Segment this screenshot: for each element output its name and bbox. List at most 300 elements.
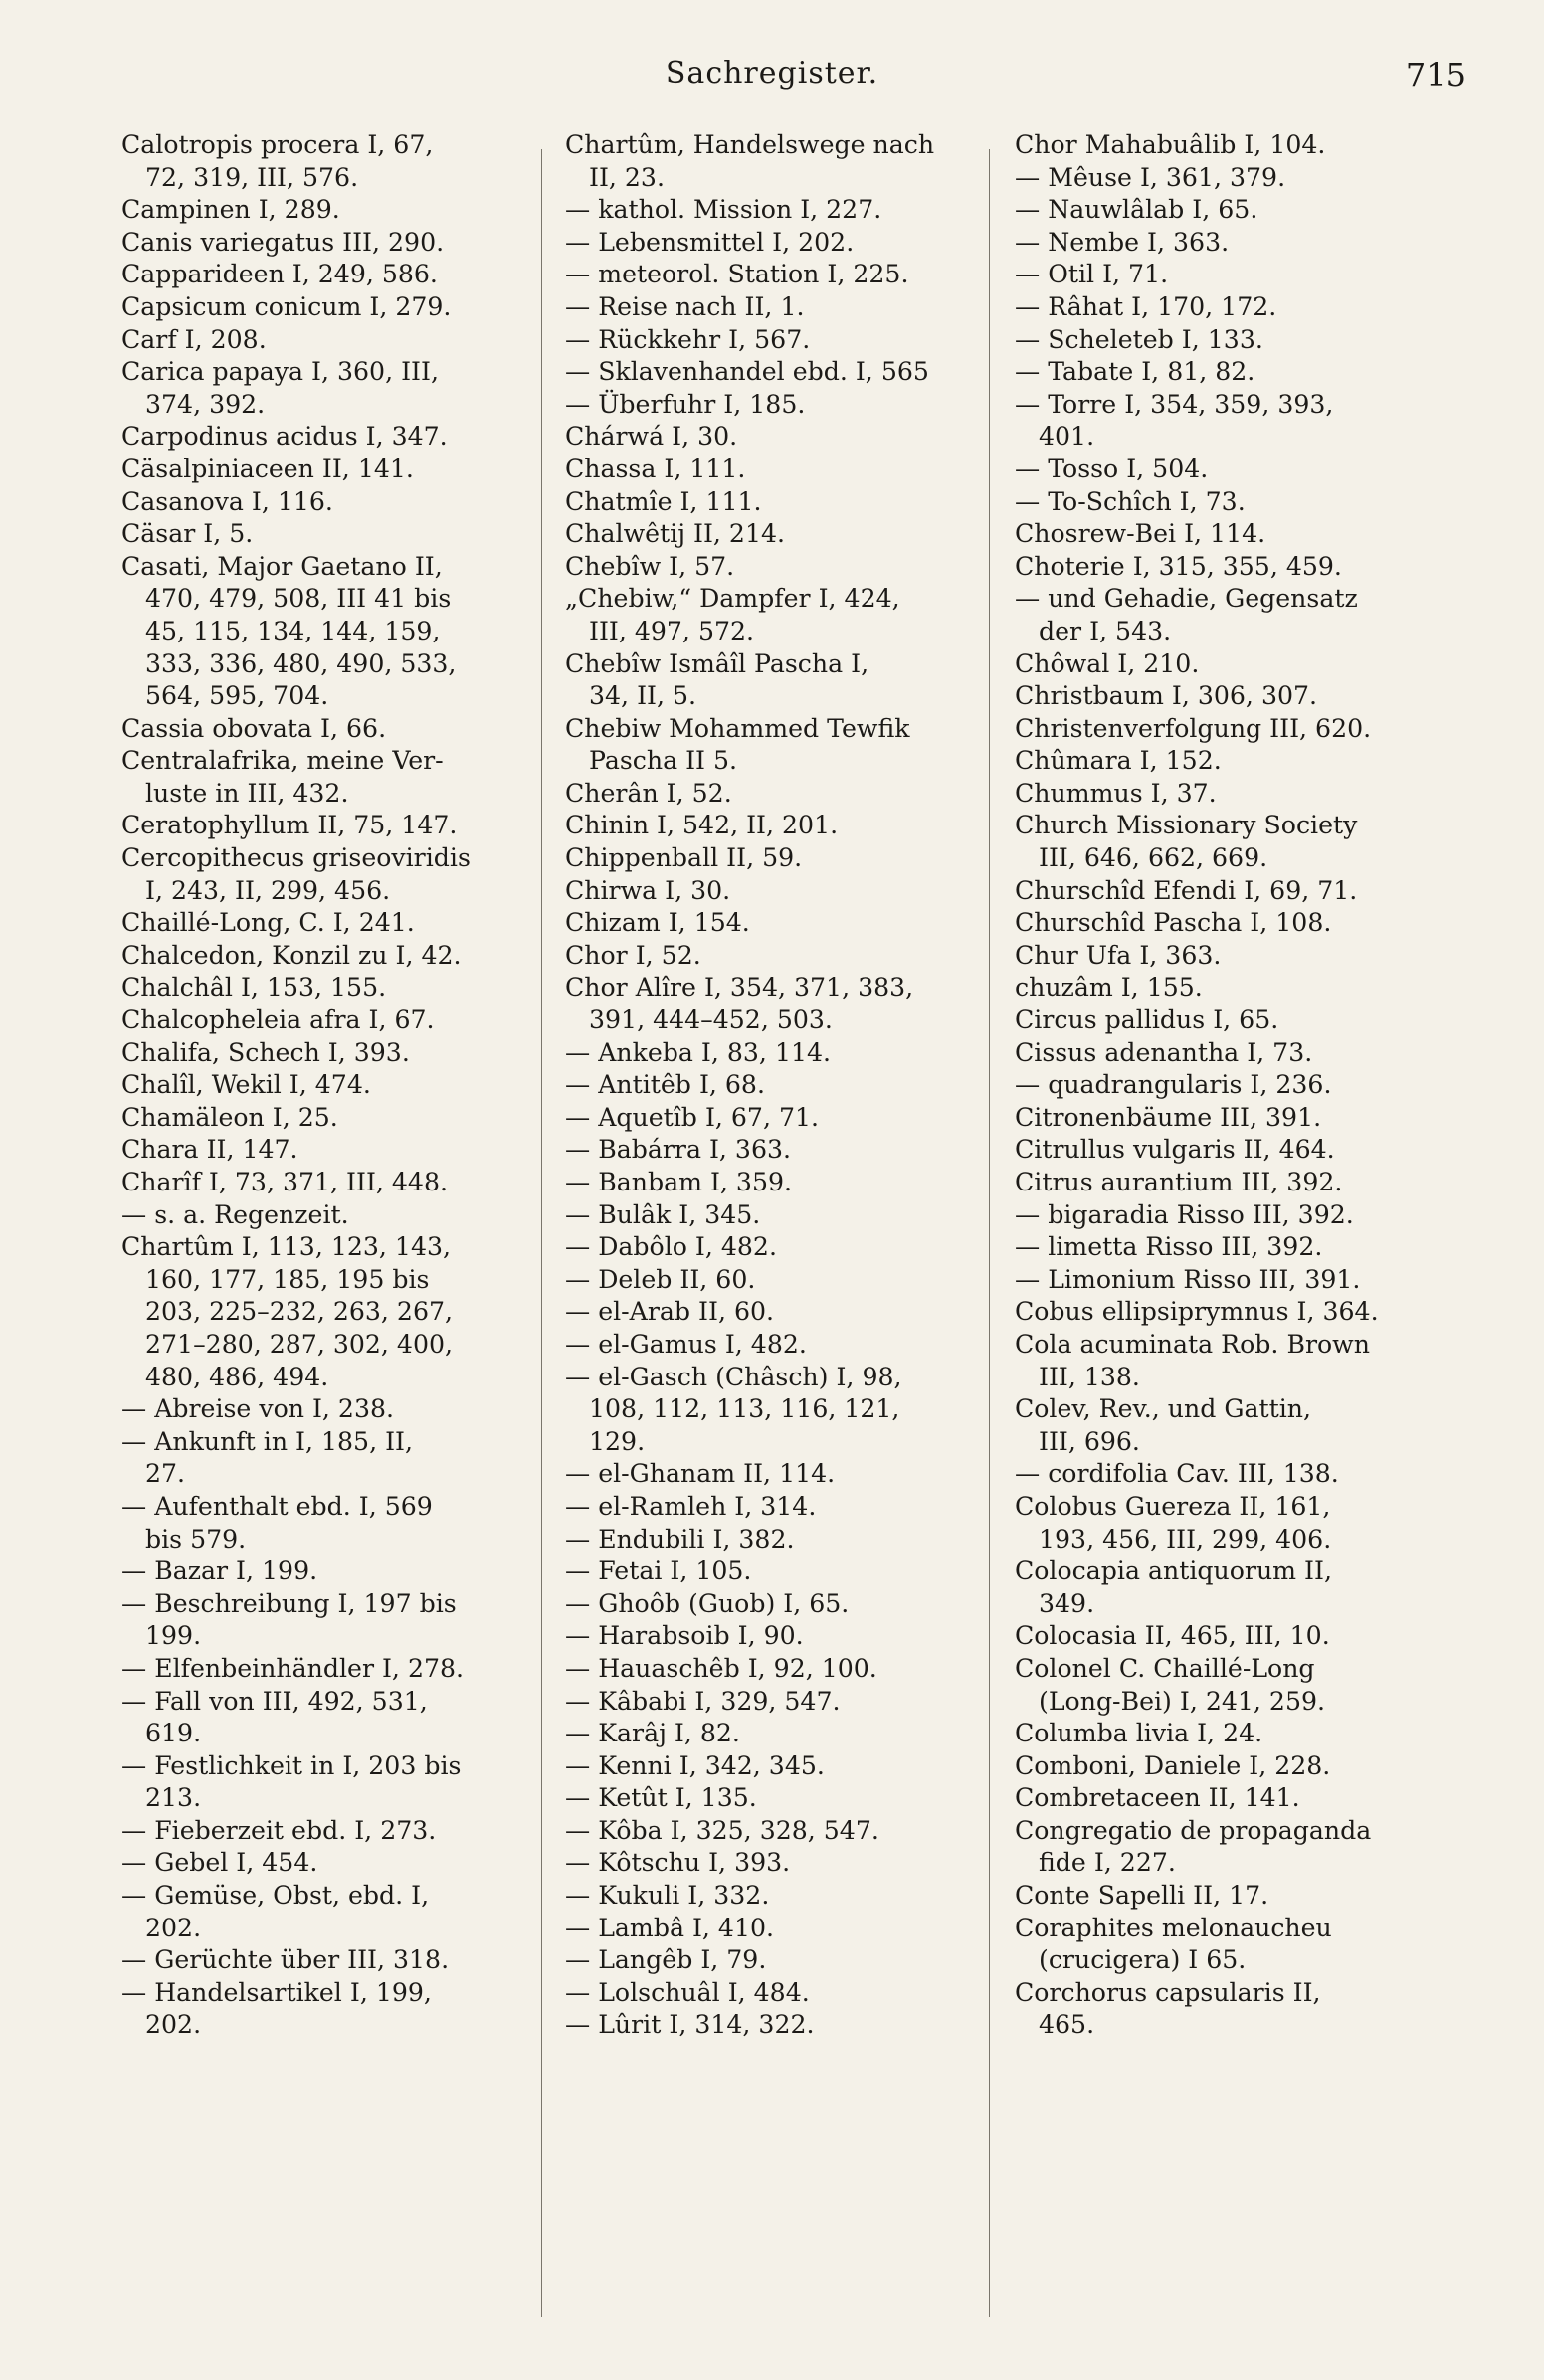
index-entry [565,1913,973,1945]
index-entry-text: — limetta Risso III, 392. [1015,1232,1323,1262]
index-entry-text: — Endubili I, 382. [565,1524,795,1554]
index-entry [565,1750,973,1783]
index-entry-text: — Deleb II, 60. [565,1264,756,1294]
index-entry [121,194,517,227]
index-entry-continuation: 564, 595, 704. [145,681,329,711]
index-entry [1015,940,1423,973]
index-entry-text: Cola acuminata Rob. Brown [1015,1329,1370,1359]
index-entry-text: Chalcedon, Konzil zu I, 42. [121,940,462,970]
index-entry-text: — Lûrit I, 314, 322. [565,2010,815,2040]
index-entry-text: — Ankeba I, 83, 114. [565,1037,832,1067]
index-entry-text: — Bulâk I, 345. [565,1199,761,1229]
index-entry-text: — Gemüse, Obst, ebd. I, [121,1881,430,1911]
index-entry [565,1944,973,1977]
index-entry [1015,1393,1423,1458]
index-entry [121,1102,517,1135]
index-entry [121,1556,517,1588]
index-entry [121,1231,517,1393]
index-entry-text: Ceratophyllum II, 75, 147. [121,811,458,840]
index-entry [565,1880,973,1913]
index-entry [121,1393,517,1426]
index-entry-continuation: der I, 543. [1039,616,1172,645]
index-entry-text: Cäsalpiniaceen II, 141. [121,454,414,483]
index-entry-text: — Dabôlo I, 482. [565,1232,777,1262]
index-entry-continuation: 374, 392. [145,389,266,419]
index-entry [121,1880,517,1944]
index-entry [1015,1750,1423,1783]
index-entry-text: Combretaceen II, 141. [1015,1783,1300,1813]
index-entry [565,518,973,551]
index-entry [1015,194,1423,227]
index-entry [121,1750,517,1815]
index-entry [121,356,517,421]
page-header [0,56,1544,105]
index-entry [1015,713,1423,746]
index-entry [565,1458,973,1491]
index-entry-continuation: 349. [1039,1588,1095,1618]
index-entry-text: — Kukuli I, 332. [565,1881,770,1911]
index-entry [565,1329,973,1362]
index-entry [121,745,517,810]
index-column-3 [1015,129,1423,2317]
index-entry [565,551,973,584]
index-entry-text: — Langêb I, 79. [565,1945,767,1975]
index-entry [121,1847,517,1880]
index-columns [121,129,1514,2317]
index-entry [1015,162,1423,195]
index-entry [565,778,973,811]
index-entry-text: — Torre I, 354, 359, 393, [1015,389,1334,419]
index-entry-text: Chur Ufa I, 363. [1015,940,1222,970]
index-entry-continuation: 333, 336, 480, 490, 533, [145,648,457,678]
index-entry-text: Chartûm, Handelswege nach [565,130,935,159]
index-entry-text: — Ankunft in I, 185, II, [121,1426,414,1456]
index-entry [1015,745,1423,778]
index-entry [565,875,973,908]
index-entry [565,907,973,940]
index-entry [565,227,973,260]
index-entry-text: Chizam I, 154. [565,908,750,938]
index-entry [1015,1329,1423,1393]
index-entry-text: — Gerüchte über III, 318. [121,1945,450,1975]
index-entry-text: — kathol. Mission I, 227. [565,195,882,225]
index-entry [565,583,973,647]
index-entry-continuation: 129. [589,1426,646,1456]
index-entry [121,810,517,842]
index-entry [565,940,973,973]
index-entry-text: Colev, Rev., und Gattin, [1015,1394,1312,1424]
index-entry [121,486,517,519]
index-entry [565,1524,973,1556]
index-entry [121,1005,517,1037]
index-entry [565,1264,973,1297]
index-entry [565,2009,973,2042]
index-entry-continuation: 203, 225–232, 263, 267, [145,1297,454,1327]
index-entry-text: Comboni, Daniele I, 228. [1015,1750,1331,1780]
index-entry [1015,454,1423,486]
index-entry-text: — Gebel I, 454. [121,1848,318,1878]
index-entry-continuation: 391, 444–452, 503. [589,1006,833,1035]
index-entry-text: — Fieberzeit ebd. I, 273. [121,1815,437,1845]
index-entry [1015,1069,1423,1102]
index-entry [565,1199,973,1232]
index-entry [1015,1231,1423,1264]
index-entry [1015,1913,1423,1977]
index-entry-continuation: fide I, 227. [1039,1848,1176,1878]
index-entry [565,1037,973,1070]
index-column-2 [565,129,973,2317]
index-entry-continuation: III, 646, 662, 669. [1039,843,1268,873]
index-entry [121,1199,517,1232]
index-entry [121,1134,517,1167]
index-entry-continuation: 202. [145,1913,202,1942]
index-entry-text: — Tosso I, 504. [1015,454,1209,483]
index-entry-continuation: 199. [145,1621,202,1651]
index-entry-text: Chárwá I, 30. [565,422,738,452]
index-entry-continuation: 34, II, 5. [589,681,697,711]
index-entry [1015,324,1423,357]
index-entry [565,421,973,454]
index-entry [1015,291,1423,324]
index-entry-text: Chaillé-Long, C. I, 241. [121,908,415,938]
index-entry [565,194,973,227]
index-entry [121,1653,517,1686]
index-entry-text: Congregatio de propaganda [1015,1815,1372,1845]
index-entry-text: — Abreise von I, 238. [121,1394,395,1424]
index-entry-text: Chirwa I, 30. [565,875,731,905]
index-entry-text: — el-Arab II, 60. [565,1297,775,1327]
index-entry-continuation: III, 696. [1039,1426,1140,1456]
column-divider [541,149,542,2317]
index-entry-text: — el-Gamus I, 482. [565,1329,807,1359]
index-entry-text: Casati, Major Gaetano II, [121,551,443,581]
index-entry-text: Chor I, 52. [565,940,701,970]
index-entry-text: Chebîw Ismâîl Pascha I, [565,648,869,678]
index-entry-continuation: 271–280, 287, 302, 400, [145,1329,454,1359]
index-entry-text: Cäsar I, 5. [121,519,254,549]
index-entry-text: — Antitêb I, 68. [565,1070,765,1100]
index-entry-text: — Lebensmittel I, 202. [565,227,855,257]
index-entry [121,518,517,551]
index-entry-text: — To-Schîch I, 73. [1015,486,1246,516]
index-entry-text: Capparideen I, 249, 586. [121,260,438,289]
index-entry [121,454,517,486]
index-entry-text: Chassa I, 111. [565,454,746,483]
index-entry-text: Cissus adenantha I, 73. [1015,1037,1313,1067]
index-entry-text: — Kâbabi I, 329, 547. [565,1686,841,1716]
index-entry [121,907,517,940]
index-entry [565,1782,973,1815]
index-entry [1015,227,1423,260]
index-entry-text: — Reise nach II, 1. [565,291,805,321]
index-entry [565,454,973,486]
index-entry-continuation: I, 243, II, 299, 456. [145,875,391,905]
index-entry-text: Colonel C. Chaillé-Long [1015,1653,1315,1683]
index-entry-text: Chebîw I, 57. [565,551,735,581]
index-entry-text: — Mêuse I, 361, 379. [1015,162,1286,192]
index-entry [1015,1102,1423,1135]
index-entry-continuation: 465. [1039,2010,1095,2040]
index-entry [565,713,973,778]
index-entry-text: — Kenni I, 342, 345. [565,1750,825,1780]
index-entry [1015,1880,1423,1913]
index-entry-text: — Sklavenhandel ebd. I, 565 [565,357,929,387]
index-entry [565,324,973,357]
index-entry [1015,1718,1423,1750]
index-entry-text: — quadrangularis I, 236. [1015,1070,1332,1100]
index-entry [1015,1458,1423,1491]
index-entry-text: Centralafrika, meine Ver- [121,746,444,776]
index-entry [565,1847,973,1880]
index-entry-text: Chôwal I, 210. [1015,648,1200,678]
index-entry [1015,1620,1423,1653]
index-entry [121,940,517,973]
index-entry [565,972,973,1036]
index-entry [565,810,973,842]
index-entry-text: Corchorus capsularis II, [1015,1977,1321,2007]
index-entry-continuation: (crucigera) I 65. [1039,1945,1247,1975]
index-entry-text: Circus pallidus I, 65. [1015,1006,1279,1035]
index-entry [565,1588,973,1621]
index-entry-continuation: II, 23. [589,162,665,192]
index-entry-text: Chûmara I, 152. [1015,746,1222,776]
index-entry-text: — Kôtschu I, 393. [565,1848,791,1878]
index-entry-text: Carpodinus acidus I, 347. [121,422,448,452]
index-entry-text: — Scheleteb I, 133. [1015,324,1263,354]
index-entry [121,1944,517,1977]
index-entry-continuation: Pascha II 5. [589,746,738,776]
index-entry-text: — Bazar I, 199. [121,1556,318,1586]
index-entry-text: Conte Sapelli II, 17. [1015,1881,1269,1911]
index-entry-continuation: 470, 479, 508, III 41 bis [145,584,452,614]
index-entry [565,1815,973,1848]
index-entry [565,356,973,389]
index-entry [565,1231,973,1264]
index-entry-text: — Aquetîb I, 67, 71. [565,1102,820,1132]
index-entry-text: — el-Gasch (Châsch) I, 98, [565,1362,902,1391]
index-entry-text: Choterie I, 315, 355, 459. [1015,551,1342,581]
index-entry-text: Citrullus vulgaris II, 464. [1015,1135,1335,1165]
index-entry [1015,778,1423,811]
index-entry [1015,1134,1423,1167]
index-entry-text: — Rückkehr I, 567. [565,324,811,354]
index-entry-text: Columba livia I, 24. [1015,1719,1263,1748]
index-entry [565,648,973,713]
index-entry-text: — el-Ghanam II, 114. [565,1459,836,1489]
index-entry [121,291,517,324]
index-entry [121,259,517,291]
index-entry [121,551,517,713]
index-entry-text: — Lambâ I, 410. [565,1913,775,1942]
index-entry-text: — Fall von III, 492, 531, [121,1686,428,1716]
index-entry [565,1069,973,1102]
index-entry [1015,1815,1423,1880]
index-entry-text: Chatmîe I, 111. [565,486,762,516]
index-entry-text: Chalchâl I, 153, 155. [121,973,387,1003]
index-entry [565,291,973,324]
index-entry-text: Cercopithecus griseoviridis [121,843,471,873]
index-entry [1015,1491,1423,1556]
index-entry [565,1296,973,1329]
index-entry [1015,1199,1423,1232]
index-entry [565,1134,973,1167]
index-entry-text: Chor Mahabuâlib I, 104. [1015,130,1326,159]
index-entry-continuation: 72, 319, III, 576. [145,162,359,192]
index-entry [1015,551,1423,584]
index-entry [1015,389,1423,454]
index-entry [565,1102,973,1135]
index-entry-text: Chor Alîre I, 354, 371, 383, [565,973,914,1003]
index-entry [565,486,973,519]
index-entry-text: Chippenball II, 59. [565,843,803,873]
index-entry-text: — Überfuhr I, 185. [565,389,806,419]
index-entry-text: — Beschreibung I, 197 bis [121,1588,457,1618]
index-entry-text: Colocasia II, 465, III, 10. [1015,1621,1330,1651]
index-entry [565,1362,973,1459]
index-entry [565,842,973,875]
index-entry-text: Colobus Guereza II, 161, [1015,1491,1331,1521]
index-entry [565,1491,973,1524]
index-entry-continuation: 160, 177, 185, 195 bis [145,1264,430,1294]
index-entry-text: — und Gehadie, Gegensatz [1015,584,1358,614]
index-entry [121,972,517,1005]
index-entry-text: — Banbam I, 359. [565,1168,793,1196]
index-entry-text: Capsicum conicum I, 279. [121,291,452,321]
index-entry-text: chuzâm I, 155. [1015,973,1203,1003]
index-entry-text: — el-Ramleh I, 314. [565,1491,817,1521]
index-entry [121,1426,517,1491]
index-entry-text: Chummus I, 37. [1015,778,1217,808]
index-entry [121,1491,517,1556]
index-entry-text: Casanova I, 116. [121,486,333,516]
index-entry-text: — Fetai I, 105. [565,1556,752,1586]
index-entry-text: Chebiw Mohammed Tewfik [565,713,910,743]
index-entry-text: Chinin I, 542, II, 201. [565,811,839,840]
index-entry-continuation: 27. [145,1459,186,1489]
index-entry [1015,1977,1423,2042]
index-entry-text: — Otil I, 71. [1015,260,1169,289]
index-entry-text: Chamäleon I, 25. [121,1102,338,1132]
index-entry-text: — Râhat I, 170, 172. [1015,291,1277,321]
index-entry-text: Coraphites melonaucheu [1015,1913,1332,1942]
index-entry-text: — Limonium Risso III, 391. [1015,1264,1361,1294]
index-entry-continuation: III, 138. [1039,1362,1140,1391]
index-entry [565,1653,973,1686]
index-entry [1015,1296,1423,1329]
index-entry-text: Citronenbäume III, 391. [1015,1102,1322,1132]
index-entry [1015,1167,1423,1199]
index-entry-continuation: luste in III, 432. [145,778,349,808]
index-entry [121,1069,517,1102]
index-entry-continuation: III, 497, 572. [589,616,755,645]
index-entry-text: — cordifolia Cav. III, 138. [1015,1459,1339,1489]
index-entry-text: — Nembe I, 363. [1015,227,1230,257]
index-entry-text: Churschîd Efendi I, 69, 71. [1015,875,1358,905]
index-entry-continuation: (Long-Bei) I, 241, 259. [1039,1686,1326,1716]
index-entry [1015,972,1423,1005]
index-entry [121,713,517,746]
index-entry-continuation: bis 579. [145,1524,247,1554]
index-entry-text: Colocapia antiquorum II, [1015,1556,1332,1586]
index-entry-text: — Aufenthalt ebd. I, 569 [121,1491,433,1521]
index-entry-text: Chalifa, Schech I, 393. [121,1037,410,1067]
index-entry [1015,1264,1423,1297]
index-entry-continuation: 193, 456, III, 299, 406. [1039,1524,1332,1554]
index-entry-text: — Tabate I, 81, 82. [1015,357,1255,387]
index-entry [1015,1005,1423,1037]
index-entry [121,1167,517,1199]
index-entry [1015,486,1423,519]
index-entry-text: Campinen I, 289. [121,195,340,225]
index-entry [565,389,973,422]
index-entry [1015,129,1423,162]
index-entry-text: — Ghoôb (Guob) I, 65. [565,1588,850,1618]
index-entry-text: Chalcopheleia afra I, 67. [121,1006,435,1035]
index-entry [1015,583,1423,647]
index-entry-text: Cherân I, 52. [565,778,732,808]
index-column-1 [121,129,517,2317]
index-entry [565,129,973,194]
index-entry-text: — Babárra I, 363. [565,1135,792,1165]
index-entry-text: Cobus ellipsiprymnus I, 364. [1015,1297,1379,1327]
index-entry [121,1588,517,1653]
index-entry-text: — Elfenbeinhändler I, 278. [121,1653,465,1683]
index-entry-text: — meteorol. Station I, 225. [565,260,909,289]
index-entry [121,129,517,194]
index-entry [565,1167,973,1199]
index-entry-text: — Harabsoib I, 90. [565,1621,804,1651]
index-entry-continuation: 45, 115, 134, 144, 159, [145,616,441,645]
index-entry [1015,810,1423,874]
index-entry [565,1556,973,1588]
index-entry [565,1977,973,2010]
page-number: 715 [1405,56,1466,93]
index-entry-continuation: 202. [145,2010,202,2040]
index-entry-continuation: 619. [145,1719,202,1748]
index-entry-text: Citrus aurantium III, 392. [1015,1168,1343,1196]
index-entry [121,1037,517,1070]
index-entry [121,1686,517,1750]
column-divider [989,149,990,2317]
index-entry-text: — Handelsartikel I, 199, [121,1977,432,2007]
index-entry-continuation: 401. [1039,422,1095,452]
index-entry [121,324,517,357]
index-entry [565,259,973,291]
index-entry-text: Churschîd Pascha I, 108. [1015,908,1332,938]
index-entry [1015,875,1423,908]
index-entry [565,1718,973,1750]
index-entry-text: Chalwêtij II, 214. [565,519,786,549]
index-entry [1015,259,1423,291]
index-entry-text: Church Missionary Society [1015,811,1358,840]
index-entry [1015,1653,1423,1718]
index-entry [121,421,517,454]
running-title: Sachregister. [665,56,879,91]
index-entry-text: Chartûm I, 113, 123, 143, [121,1232,452,1262]
index-entry-text: — Festlichkeit in I, 203 bis [121,1750,462,1780]
index-entry-text: Calotropis procera I, 67, [121,130,434,159]
index-entry-text: — Hauaschêb I, 92, 100. [565,1653,877,1683]
index-entry [1015,680,1423,713]
index-entry [565,1686,973,1719]
index-entry-text: — Lolschuâl I, 484. [565,1977,810,2007]
index-entry [1015,1782,1423,1815]
index-entry-text: Chalîl, Wekil I, 474. [121,1070,371,1100]
index-entry [1015,518,1423,551]
index-entry [1015,907,1423,940]
index-entry-text: Chosrew-Bei I, 114. [1015,519,1266,549]
index-entry-text: — Ketût I, 135. [565,1783,757,1813]
